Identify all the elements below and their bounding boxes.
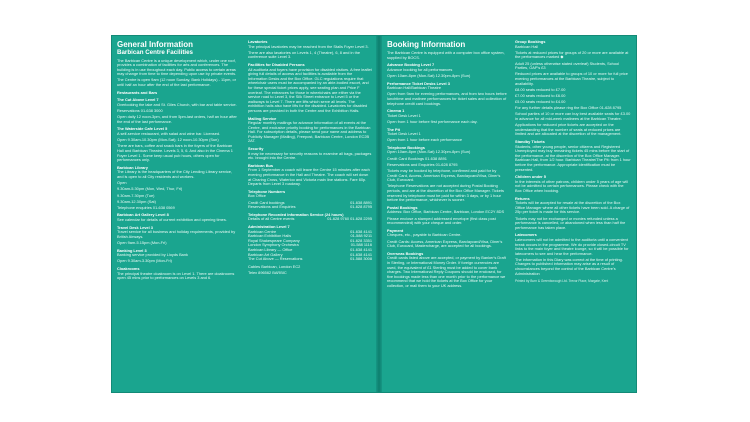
section-heading: The Pit: [387, 126, 400, 132]
phone-label: London Symphony Orchestra: [248, 242, 299, 248]
section-paragraph: 9.30am-12.30pm (Sat): [117, 198, 156, 204]
phone-row: [248, 217, 372, 222]
section-body: [387, 150, 507, 202]
section: [117, 91, 239, 96]
section: [515, 197, 631, 231]
section-heading: Children under 5: [515, 174, 546, 180]
phone-number: 01-638 8891: [350, 199, 372, 205]
section-heading: Banking Level 3: [117, 247, 147, 253]
section-body: [248, 121, 372, 144]
section-paragraph: Open 10am-8pm (Mon-Sat) 12.30pm-8pm (Sun): [387, 72, 471, 78]
section-paragraph: Open 9am-5.15pm (Mon-Fri): [117, 240, 167, 246]
phone-label: The Cut Above — Reservations: [248, 256, 303, 262]
section: [515, 175, 631, 193]
section-paragraph: Cheques, etc., payable to Barbican Centre.: [387, 232, 462, 238]
section: [117, 213, 239, 222]
section-paragraph: Adult 25 (unless otherwise stated overleaf) Students, School Parties, OAP's £3: [515, 60, 620, 71]
section-body: [515, 201, 631, 230]
section-paragraph: Credit Cards: Access, American Express, Barclaycard/Visa, Diner's Club, Eurocard, Mastercharge, are accepted for all bookings.: [387, 238, 503, 249]
section-body: [387, 68, 507, 79]
phone-number: 01-638 4141: [350, 228, 372, 234]
facilities-sections: [117, 59, 239, 281]
phone-number: 01-588 1116: [350, 242, 372, 248]
section-paragraph: Reduced prices are available to groups of 10 or more for full price evening performances at the Barbican Theatre, subject to availability.: [515, 71, 628, 86]
phone-number: 01-628 9760 01-628 2295: [327, 216, 372, 222]
section-paragraph: Open from 1 hour before first performance each day.: [387, 118, 478, 124]
section-body: [117, 230, 239, 245]
section-paragraph: There are also lavatories on Levels 1, 4 (Theatre), 6, 8 and in the conference suite Level 3.: [248, 49, 361, 60]
section-paragraph: Latecomers will not be admitted to the auditoria until a convenient break occurs in the programme. We do provide closed-circuit TV links to the main foyer and theatre lounge, so it will be possible for latecomers to see and hear the performance.: [515, 236, 629, 256]
section: [117, 127, 239, 162]
section-paragraph: £5.00 seats reduced to £4.00: [515, 99, 566, 105]
phone-row: [248, 257, 372, 262]
section-paragraph: Open 9.30am-10.30pm (Mon-Sat); 12 noon-10.30pm (Sun): [117, 137, 219, 143]
section-body: [117, 170, 239, 210]
section-body: [515, 145, 631, 173]
section: [117, 166, 239, 211]
section: [117, 267, 239, 281]
section-body: [248, 45, 372, 60]
section-paragraph: A self-service restaurant, with salad and wine bar. Licensed.: [117, 131, 221, 136]
section-paragraph: Credit Card Bookings 01-638 8891: [387, 155, 447, 161]
section-body: [387, 51, 507, 60]
section-body: [248, 265, 372, 276]
section-body: [117, 103, 239, 125]
section: [387, 206, 507, 226]
section: [248, 40, 372, 60]
section-body: [117, 272, 239, 281]
section-paragraph: For any further details please ring the Box Office 01-628 8795: [515, 105, 622, 111]
section-body: [387, 114, 507, 125]
section-paragraph: Open from 9am for evening performances, and from two hours before lunchtime and matinee performances for ticket sales and collection of telephone credit card bookings.: [387, 91, 507, 106]
section-heading: Lavatories: [248, 40, 268, 44]
section-paragraph: Address: Box Office, Barbican Centre, Barbican, London EC2Y 8DS: [387, 209, 505, 215]
section-heading: Facilities for Disabled Persons: [248, 61, 305, 67]
section-body: [387, 132, 507, 143]
section-heading: Latecomers: [515, 232, 537, 238]
phone-label: Barbican Art Gallery: [248, 251, 283, 257]
section-heading: Advance Booking Level 7: [387, 62, 435, 68]
section-heading: Cloakrooms: [117, 266, 140, 271]
section-paragraph: Tickets will be accepted for resale at the discretion of the Box Office Manager where all other tickets have been sold. A charge of 25p per ticket is made for this service.: [515, 200, 630, 215]
section: [248, 190, 372, 210]
section-body: [248, 152, 372, 161]
section-heading: Telephone Bookings: [387, 144, 425, 150]
section-heading: Telephone Recorded Information Service (24 hours): [248, 211, 344, 217]
section-paragraph: Applications for reduced price tickets are accepted on the understanding that the number of seats at reduced prices are limited and are allocated at the discretion of the management.: [515, 122, 622, 137]
phone-number: 01-588 3008: [350, 256, 372, 262]
section-paragraph: £7.00 seats reduced to £6.00: [515, 92, 566, 98]
services-sections: [248, 40, 372, 276]
section-heading: Mailing Service: [248, 115, 277, 121]
section-heading: Barbican Bus: [248, 162, 274, 168]
booking-sections: [387, 51, 507, 288]
section-paragraph: Cables Barbican, London EC2: [248, 263, 301, 269]
phone-label: Barbican Centre: [248, 228, 277, 234]
section: [515, 40, 631, 137]
section-heading: The Waterside Cafe Level 5: [117, 126, 168, 132]
section-paragraph: It may be necessary for security reasons to examine all bags, packages etc. brought into the Centre.: [248, 150, 372, 161]
section-heading: Telephone Numbers: [248, 188, 286, 194]
section-paragraph: All auditoria and foyers have provision for disabled visitors. A free leaflet giving full details of access and facilities is available from the Information Desks and the Box Office. GLC regulations require that wheelchair users must be accompanied by an able-bodied escort, and for these special ticket prices apply, see seating plan and Price F overleaf. The entrances for those in wheelchairs are either via the service road to Level 3, the Silk Street entrance to Level 5 or the walkways to Level 7. There are lifts which serve all levels. The exhibition halls also have lifts for the disabled. Lavatories for disabled persons are provided in both the Centre and the Exhibition Halls.: [248, 66, 372, 113]
section-body: [387, 86, 507, 106]
section-paragraph: 9.30am-5.30pm (Mon, Wed, Thur, Fri): [117, 186, 183, 192]
section-paragraph: Overlooking the lake and St. Giles Church, with bar and table service.: [117, 101, 237, 107]
section: [248, 225, 372, 262]
column-general-information: [117, 40, 239, 388]
section: [387, 63, 507, 78]
section-body: [248, 68, 372, 114]
section-paragraph: The Barbican Centre is equipped with a computer box office system, supplied by BOCS.: [387, 50, 505, 60]
section-body: [515, 180, 631, 194]
section-paragraph: Regular monthly mailings for advance information of all events at the Centre, and exclusive priority booking for performances in the Barbican Hall. For subscription details, please send your name and address to Publicity Manager (Mailing), Freepost, Barbican Centre, London EC2B 2AT.: [248, 120, 371, 144]
section-body: [248, 194, 372, 209]
phone-label: Royal Shakespeare Company: [248, 237, 300, 243]
section-paragraph: Telephone enquiries 01-638 0569: [117, 204, 175, 210]
phone-number: 01-638 4141: [350, 251, 372, 257]
section-paragraph: Tickets may not be exchanged or monies refunded unless a performance is cancelled, or abandoned when less than half the performance has taken place.: [515, 215, 626, 230]
section-paragraph: Open from 1 hour before each performance: [387, 137, 463, 143]
section-body: [387, 233, 507, 248]
section-paragraph: Ticket Desk Level 1: [387, 131, 421, 137]
section-body: [248, 217, 372, 222]
section-heading: Cinema 1: [387, 108, 405, 114]
section-paragraph: Travel service for all business and holiday requirements, provided by British Airways.: [117, 229, 236, 239]
leaflet-sheet: [112, 36, 636, 392]
phone-label: Barbican Exhibition Halls: [248, 233, 292, 239]
section-paragraph: Reservations 01-638 3000: [117, 108, 163, 114]
section: [387, 252, 507, 289]
section-heading: Postal Bookings: [387, 204, 418, 210]
section: [387, 51, 507, 60]
section-heading: Travel Desk Level 3: [117, 224, 153, 230]
section: [248, 63, 372, 114]
section-paragraph: The Library is the headquarters of the City Lending Library service, and is open to all City residents and workers.: [117, 169, 233, 179]
section-paragraph: Box Office: [248, 193, 266, 199]
section: [387, 229, 507, 249]
section-body: [117, 132, 239, 163]
section-paragraph: Ticket Desk Level 1: [387, 112, 421, 118]
section: [515, 233, 631, 276]
section-body: [117, 59, 239, 88]
section-heading: The Cut Above Level 7: [117, 97, 159, 103]
section: [387, 146, 507, 203]
section-body: [387, 256, 507, 288]
section-paragraph: Barbican Hall/Barbican Theatre: [387, 85, 441, 91]
section: [387, 82, 507, 107]
column-booking-information: [387, 40, 507, 388]
section-body: [117, 218, 239, 223]
section-paragraph: The principal lavatories may be reached from the Stalls Foyer Level 3.: [248, 43, 369, 49]
section-paragraph: Open: [117, 180, 127, 186]
general-information-title: General Information: [117, 40, 194, 49]
column-services: [248, 40, 372, 388]
section-paragraph: The Barbican Centre is a unique development which, under one roof, provides a combination of facilities for arts and conferences. The building is in use throughout each day. Public access to certain areas may change from time to time depending upon use by private events.: [117, 57, 237, 77]
section-heading: Barbican Library: [117, 164, 148, 170]
section-paragraph: Telephone Reservations are not accepted during Postal Booking periods, and are at the discretion of the Box Office Manager. Tickets reserved by telephone must be paid for within 3 days, or by 1 hour before the performance, whichever is sooner.: [387, 183, 504, 203]
facilities-subtitle: Barbican Centre Facilities: [117, 49, 193, 56]
section-paragraph: Credit cards listed above are accepted, or payment by Banker's Draft in Sterling, or International Money Order. If foreign currencies are used, the equivalent of £1 Sterling must be added to cover bank charges. Two International Reply Coupons should be enclosed, for five bookings made less than one month prior to the performance we recommend that we hold the tickets at the Box Office for your collection, or mail them to your UK address.: [387, 255, 506, 288]
section: [248, 147, 372, 161]
section: [387, 109, 507, 124]
section-heading: Performance Ticket Desks Level 3: [387, 80, 450, 86]
section-body: [248, 230, 372, 262]
section-heading: Restaurants and Bars: [117, 89, 158, 95]
section-paragraph: In the interests of other patrons, children under 5 years of age will not be admitted to certain performances. Please check with the Box Office when booking.: [515, 178, 628, 193]
section-paragraph: Barbican Hall: [515, 43, 539, 49]
section-body: [387, 210, 507, 225]
section: [117, 98, 239, 124]
printer-note: Printed by Burn & Greenborough Ltd. Trevor Place, Margate, Kent: [515, 279, 609, 284]
section: [248, 117, 372, 145]
section-heading: Payment: [387, 227, 404, 233]
section-paragraph: Open 10am-8pm (Mon-Sat) 12.30pm-8pm (Sun): [387, 149, 471, 155]
policy-sections: [515, 40, 631, 276]
section: [515, 140, 631, 172]
section-paragraph: Open 9.30am-3.30pm (Mon-Fri): [117, 258, 172, 264]
section-paragraph: There are bars, coffee and snack bars in the foyers of the Barbican Hall and Barbican Theatre. Levels 3, 5, 6. And also in the Cinema 1 Foyer Level 1. Some keep usual pub hours, others open for performances only.: [117, 143, 233, 163]
section-body: [515, 238, 631, 276]
section-paragraph: From 1 September a coach will leave the Centre 15 minutes after each evening performance in the Hall and Theatre. The coach will set down at Charing Cross, Waterloo and Victoria main line stations. Fare 60p. Departs from Level 3 roadway.: [248, 167, 370, 187]
section: [248, 164, 372, 187]
section: [117, 249, 239, 264]
section-paragraph: The information in this Diary was correct at the time of printing. Changes to published information may arise as a result of circumstances beyond the control of the Barbican Centre's Administration: [515, 256, 623, 276]
section-heading: Returns: [515, 195, 530, 201]
section-paragraph: Tickets may be booked by telephone, confirmed and paid for by Credit Card, Access, American Express, Barclaycard/Visa, Diner's Club, Eurocard.: [387, 168, 501, 183]
section-body: [248, 168, 372, 186]
phone-row: [248, 205, 372, 210]
phone-number: 01-638 4141: [350, 246, 372, 252]
section-heading: Overseas Bookings: [387, 250, 424, 256]
phone-number: 01-628 3351: [350, 237, 372, 243]
phone-label: Barbican Library — Office: [248, 246, 293, 252]
section-paragraph: School parties of 10 or more can buy best available seats for £3.00 in advance for all mid-week matinees at the Barbican Theatre.: [515, 111, 631, 122]
phone-label: Reservations and Enquiries: [248, 204, 296, 210]
section-paragraph: See calendar for details of current exhibition and opening times.: [117, 217, 227, 223]
section-paragraph: Tickets at reduced prices for groups of 20 or more are available at the performances marked ◆: [515, 49, 629, 60]
phone-label: Credit Card bookings: [248, 199, 285, 205]
section: [248, 265, 372, 276]
section-paragraph: £8.00 seats reduced to £7.00: [515, 86, 566, 92]
section-paragraph: Students, other young people, senior citizens and Registered Unemployed may buy remaining tickets 45 mins before the start of the performance, at the discretion of the Box Office Manager. Barbican Hall, from 1/2 hour. Barbican Theatre/The Pit: from 1 hour before the performance. Appropriate identification must be presented.: [515, 143, 631, 172]
section-body: [515, 45, 631, 137]
section-paragraph: 9.30am-7.30pm (Tue): [117, 192, 155, 198]
section-paragraph: Banking service provided by Lloyds Bank: [117, 252, 188, 258]
section-body: [117, 253, 239, 264]
section-paragraph: Telex 896562 BARBIC: [248, 269, 287, 275]
section-paragraph: Reservations and Enquiries 01-628 8795: [387, 161, 458, 167]
section-heading: Security: [248, 146, 264, 152]
section-heading: Group Bookings: [515, 40, 546, 44]
section: [117, 226, 239, 246]
section-paragraph: Please enclose a stamped addressed envelope (first class post recommended) with your cheque and order.: [387, 215, 496, 226]
section: [117, 59, 239, 88]
phone-label: Details of all Centre events: [248, 216, 295, 222]
section: [387, 128, 507, 143]
section-paragraph: Advance booking for all performances: [387, 66, 453, 72]
section-heading: Administration Level 7: [248, 223, 290, 229]
section-paragraph: The Centre is open 9am (12 noon Sunday, Bank Holidays) - 11pm, or until half an hour after the end of the last performance.: [117, 77, 237, 88]
section-paragraph: The principal theatre cloakroom is on Level 1. There are cloakrooms open 45 mins prior to performances on Levels 3 and 6.: [117, 270, 235, 281]
booking-information-title: Booking Information: [387, 40, 466, 49]
phone-number: 01-628 8795: [350, 204, 372, 210]
column-ticket-policies: [515, 40, 631, 388]
phone-number: 01-588 9211: [350, 233, 372, 239]
section-heading: Barbican Art Gallery Level 8: [117, 212, 169, 218]
section: [248, 213, 372, 222]
section-heading: Standby Tickets: [515, 139, 545, 145]
section-paragraph: Open daily 12 noon-3pm, and from 5pm-last orders, half an hour after the end of the last performance.: [117, 114, 237, 124]
center-fold: [376, 36, 382, 392]
